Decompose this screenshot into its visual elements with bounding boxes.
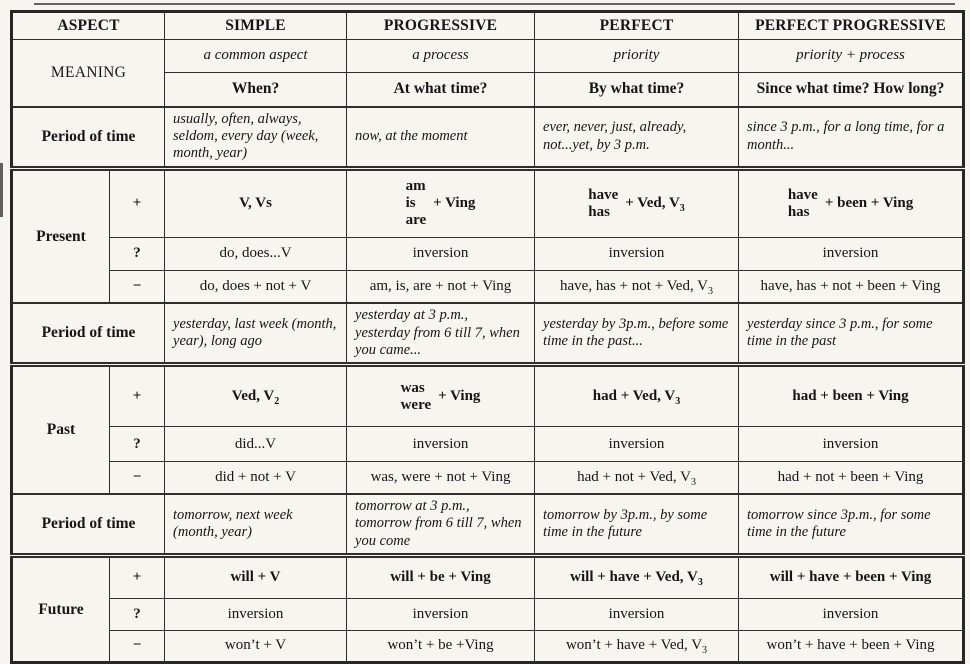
period-past-perfect-progressive: yesterday since 3 p.m., for some time in the past [739,303,964,365]
formula-future-q-simple: inversion [165,599,347,631]
header-perfect: PERFECT [535,12,739,40]
tense-label-future: Future [12,556,110,663]
formula-present-neg-perfect: have, has + not + Ved, $V_3$ [535,270,739,303]
future-affirmative-row [12,556,964,599]
formula-future-plus-perfect: will + have + Ved, $V_3$ [535,556,739,599]
meaning-definitions-row [12,40,964,73]
present-question-row [12,237,964,270]
past-affirmative-row [12,365,964,427]
formula-present-q-perfect: inversion [535,237,739,270]
formula-past-neg-perfect-progressive: had + not + been + Ving [739,462,964,494]
period-past-perfect: yesterday by 3p.m., before some time in the past... [535,303,739,365]
header-row [12,12,964,40]
period-label: Period of time [12,107,165,169]
tense-aspect-table [10,10,965,664]
tense-label-past: Past [12,365,110,494]
formula-past-neg-progressive: was, were + not + Ving [347,462,535,494]
present-negative-row [12,270,964,303]
period-past-simple: yesterday, last week (month, year), long ago [165,303,347,365]
period-present-perfect: ever, never, just, already, not...yet, by 3 p.m. [535,107,739,169]
formula-future-q-perfect: inversion [535,599,739,631]
question-perfect: By what time? [535,73,739,107]
formula-past-neg-simple: did + not + V [165,462,347,494]
header-perfect-progressive: PERFECT PROGRESSIVE [739,12,964,40]
formula-past-neg-perfect: had + not + Ved, $V_3$ [535,462,739,494]
formula-future-plus-perfect-progressive: will + have + been + Ving [739,556,964,599]
formula-present-q-simple: do, does...V [165,237,347,270]
formula-present-plus-progressive: am is are + Ving [347,168,535,237]
period-future-perfect-progressive: tomorrow since 3p.m., for some time in the future [739,494,964,556]
formula-past-q-perfect: inversion [535,427,739,462]
period-future-row [12,494,964,556]
sign-question: ? [110,599,165,631]
past-question-row [12,427,964,462]
period-future-simple: tomorrow, next week (month, year) [165,494,347,556]
present-affirmative-row [12,168,964,237]
formula-present-plus-simple: V, Vs [165,168,347,237]
sign-minus: − [110,462,165,494]
formula-future-neg-progressive: won’t + be +Ving [347,631,535,663]
tense-label-present: Present [12,168,110,303]
formula-past-plus-progressive: was were + Ving [347,365,535,427]
period-present-simple: usually, often, always, seldom, every day (week, month, year) [165,107,347,169]
sign-plus: + [110,168,165,237]
formula-future-neg-perfect-progressive: won’t + have + been + Ving [739,631,964,663]
period-present-perfect-progressive: since 3 p.m., for a long time, for a month... [739,107,964,169]
scan-edge-artifact [0,163,3,217]
future-question-row [12,599,964,631]
sign-question: ? [110,427,165,462]
meaning-label: MEANING [12,40,165,107]
formula-past-plus-simple: Ved, $V_2$ [165,365,347,427]
formula-present-q-perfect-progressive: inversion [739,237,964,270]
formula-present-plus-perfect-progressive: have has + been + Ving [739,168,964,237]
sign-question: ? [110,237,165,270]
formula-future-neg-perfect: won’t + have + Ved, $V_3$ [535,631,739,663]
period-past-progressive: yesterday at 3 p.m., yesterday from 6 till 7, when you came... [347,303,535,365]
future-negative-row [12,631,964,663]
question-simple: When? [165,73,347,107]
formula-future-q-progressive: inversion [347,599,535,631]
meaning-perfect: priority [535,40,739,73]
formula-past-q-perfect-progressive: inversion [739,427,964,462]
question-progressive: At what time? [347,73,535,107]
period-label: Period of time [12,303,165,365]
header-simple: SIMPLE [165,12,347,40]
sign-minus: − [110,270,165,303]
period-past-row [12,303,964,365]
period-present-progressive: now, at the moment [347,107,535,169]
sign-minus: − [110,631,165,663]
formula-present-plus-perfect: have has + Ved, $V_3$ [535,168,739,237]
formula-present-q-progressive: inversion [347,237,535,270]
sign-plus: + [110,365,165,427]
past-negative-row [12,462,964,494]
formula-present-neg-progressive: am, is, are + not + Ving [347,270,535,303]
formula-past-q-progressive: inversion [347,427,535,462]
formula-past-plus-perfect: had + Ved, $V_3$ [535,365,739,427]
formula-future-plus-simple: will + V [165,556,347,599]
period-future-perfect: tomorrow by 3p.m., by some time in the future [535,494,739,556]
formula-future-neg-simple: won’t + V [165,631,347,663]
formula-present-neg-simple: do, does + not + V [165,270,347,303]
period-label: Period of time [12,494,165,556]
page-top-rule [34,3,955,5]
sign-plus: + [110,556,165,599]
meaning-perfect-progressive: priority + process [739,40,964,73]
formula-past-plus-perfect-progressive: had + been + Ving [739,365,964,427]
formula-present-neg-perfect-progressive: have, has + not + been + Ving [739,270,964,303]
meaning-simple: a common aspect [165,40,347,73]
question-perfect-progressive: Since what time? How long? [739,73,964,107]
formula-past-q-simple: did...V [165,427,347,462]
header-progressive: PROGRESSIVE [347,12,535,40]
formula-future-plus-progressive: will + be + Ving [347,556,535,599]
period-future-progressive: tomorrow at 3 p.m., tomorrow from 6 till 7, when you come [347,494,535,556]
meaning-progressive: a process [347,40,535,73]
period-present-row [12,107,964,169]
header-aspect: ASPECT [12,12,165,40]
formula-future-q-perfect-progressive: inversion [739,599,964,631]
